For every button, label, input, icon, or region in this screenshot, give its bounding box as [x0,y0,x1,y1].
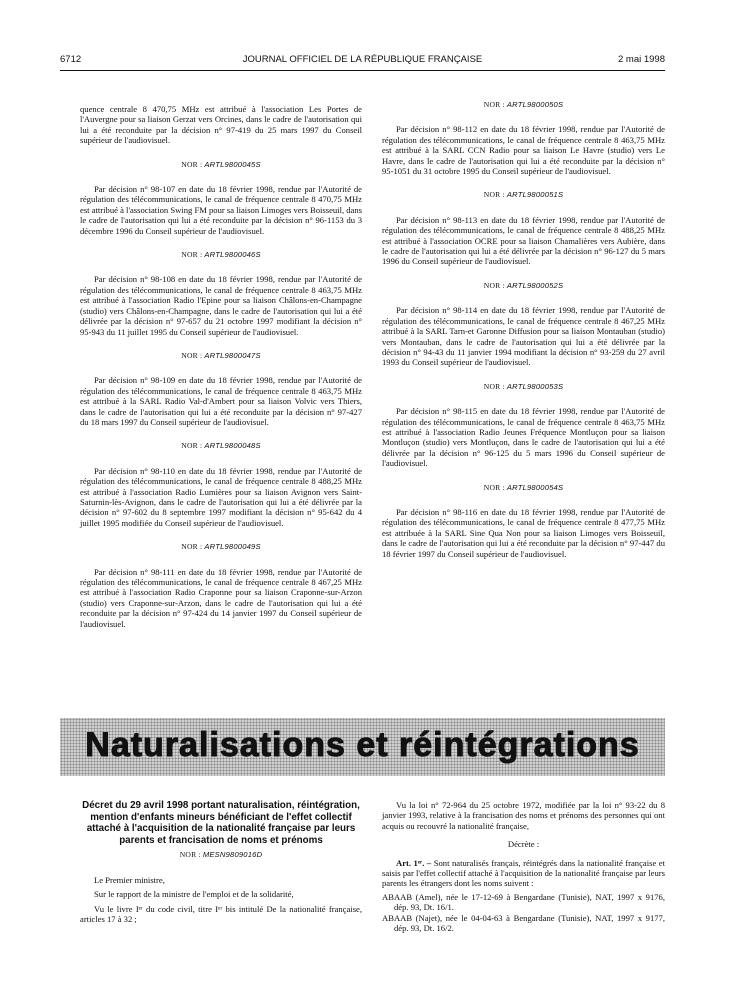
decision-paragraph: Par décision n° 98-110 en date du 18 février 1998, rendue par l'Autorité de régulation des télécommunications, le canal de fréquence centrale 8 488,25 MHz est attribué à l'association Radio Lumières pour sa liaison Avignon vers Saint-Saturnin-lès-Avignon, dans le cadre de l'autorisation qui lui a été délivrée par la décision n° 97-602 du 8 septembre 1997 modifiant la décision n° 95-642 du 4 juillet 1995 modifiée du Conseil supérieur de l'audiovisuel. [80,465,362,528]
right-column [382,90,665,559]
decision-paragraph: Par décision n° 98-109 en date du 18 février 1998, rendue par l'Autorité de régulation des télécommunications, le canal de fréquence centrale 8 463,75 MHz est attribué à la SARL Radio Val-d'Ambert pour sa liaison Volvic vers Thiers, dans le cadre de l'autorisation qui lui a été reconduite par la décision n° 97-427 du 18 mars 1997 du Conseil supérieur de l'audiovisuel. [80,375,362,427]
page-number: 6712 [60,54,82,65]
section-banner [60,718,665,776]
nor-label: NOR : [483,482,505,492]
list-item: ABAAB (Amel), née le 17-12-69 à Bengardane (Tunisie), NAT, 1997 x 9176, dép. 93, Dt. 16/1. [382,891,665,913]
nor-code: ARTL9800050S [506,100,564,109]
nor-code: ARTL9800046S [204,250,261,260]
page-header [60,54,665,70]
article-paragraph [382,858,665,889]
nor-code: ARTL9800054S [506,482,564,492]
decision-paragraph: Par décision n° 98-111 en date du 18 février 1998, rendue par l'Autorité de régulation des télécommunications, le canal de fréquence centrale 8 467,25 MHz est attribué à l'association Radio Craponne pour sa liaison Craponne-sur-Arzon (studio) vers Craponne-sur-Arzon, dans le cadre de l'autorisation qui lui a été reconduite par la décision n° 97-424 du 14 janvier 1997 du Conseil supérieur de l'audiovisuel. [80,566,362,629]
nor-label: NOR : [181,441,203,451]
nor-label: NOR : [181,250,203,260]
nor-reference [382,483,665,493]
decree-right-column [382,800,665,933]
decision-paragraph: Par décision n° 98-107 en date du 18 février 1998, rendue par l'Autorité de régulation des télécommunications, le canal de fréquence centrale 8 470,75 MHz est attribué à l'association Swing FM pour sa liaison Limoges vers Boisseuil, dans le cadre de l'autorisation qui lui a été reconduite par la décision n° 96-1153 du 3 décembre 1996 du Conseil supérieur de l'audiovisuel. [80,184,363,236]
left-column [80,104,362,629]
header-rule [60,70,665,71]
nor-label: NOR : [483,381,505,391]
nor-label: NOR : [483,100,505,109]
nor-code: MESN9809016D [202,850,263,860]
article-label: Art. 1ᵉʳ. – [396,857,432,868]
decision-paragraph: Par décision n° 98-113 en date du 18 février 1998, rendue par l'Autorité de régulation des télécommunications, le canal de fréquence centrale 8 488,25 MHz est attribué à l'association OCRE pour sa liaison Chamalières vers Aubière, dans le cadre de l'autorisation qui lui a été délivrée par la décision n° 96-127 du 5 mars 1996 du Conseil supérieur de l'audiovisuel. [382,214,665,267]
nor-reference [80,542,362,552]
journal-title: JOURNAL OFFICIEL DE LA RÉPUBLIQUE FRANÇAISE [242,54,483,65]
decision-paragraph: Par décision n° 98-115 en date du 18 février 1998, rendue par l'Autorité de régulation des télécommunications, le canal de fréquence centrale 8 463,75 MHz est attribué à l'association Radio Jeunes Fréquence Montluçon pour sa liaison Montluçon (studio) vers Montluçon, dans le cadre de l'autorisation qui lui a été délivrée par la décision n° 96-125 du 5 mars 1996 du Conseil supérieur de l'audiovisuel. [382,406,665,469]
nor-code: ARTL9800048S [204,441,261,451]
nor-reference [382,100,665,110]
nor-label: NOR : [483,280,505,290]
nor-reference [382,190,665,200]
nor-label: NOR : [181,542,203,552]
list-item: ABAAB (Najet), née le 04-04-63 à Bengardane (Tunisie), NAT, 1997 x 9177, dép. 93, Dt. 16/2. [382,912,665,934]
nor-reference [80,351,362,361]
nor-reference [80,160,362,170]
nor-reference [80,250,362,260]
decrete-line: Décrète : [507,839,540,850]
intro-paragraph: quence centrale 8 470,75 MHz est attribué à l'association Les Portes de l'Auvergne pour sa liaison Gerzat vers Orcines, dans le cadre de l'autorisation qui lui a été reconduite par la décision n° 97-419 du 25 mars 1997 du Conseil supérieur de l'audiovisuel. [80,104,362,146]
nor-code: ARTL9800049S [204,542,261,552]
nor-code: ARTL9800053S [506,381,564,391]
decision-paragraph: Par décision n° 98-112 en date du 18 février 1998, rendue par l'Autorité de régulation des télécommunications, le canal de fréquence centrale 8 463,75 MHz est attribué à la SARL CCN Radio pour sa liaison Le Havre (studio) vers Le Havre, dans le cadre de l'autorisation qui lui a été reconduite par la décision n° 95-1051 du 31 octobre 1995 du Conseil supérieur de l'audiovisuel. [382,124,665,177]
nor-code: ARTL9800052S [506,280,564,290]
nor-code: ARTL9800051S [506,190,564,200]
nor-reference [80,850,362,860]
decree-left-column [80,800,362,924]
article-text: Sont naturalisés français, réintégrés dans la nationalité française et saisis par l'effet collectif attaché à l'acquisition de la nationalité française par leurs parents les étrangers dont les noms suivent : [382,857,665,889]
decision-paragraph: Par décision n° 98-114 en date du 18 février 1998, rendue par l'Autorité de régulation des télécommunications, le canal de fréquence centrale 8 467,25 MHz attribué à la SARL Tarn-et Garonne Diffusion pour sa liaison Montauban (studio) vers Montauban, dans le cadre de l'autorisation qui lui a été délivrée par la décision n° 94-43 du 11 janvier 1994 modifiant la décision n° 93-259 du 27 avril 1993 du Conseil supérieur de l'audiovisuel. [382,305,665,368]
decree-title: Décret du 29 avril 1998 portant naturalisation, réintégration, mention d'enfants mineurs bénéficiant de l'effet collectif attaché à l'acquisition de la nationalité française par leurs parents et francisation de noms et prénoms [82,800,360,846]
nor-label: NOR : [483,190,505,200]
nor-label: NOR : [179,850,201,860]
decision-paragraph: Par décision n° 98-108 en date du 18 février 1998, rendue par l'Autorité de régulation des télécommunications, le canal de fréquence centrale 8 463,75 MHz est attribué à l'association Radio l'Epine pour sa liaison Châlons-en-Champagne (studio) vers Châlons-en-Champagne, dans le cadre de l'autorisation qui lui a été délivrée par la décision n° 97-657 du 21 octobre 1997 modifiant la décision n° 95-943 du 11 juillet 1995 du Conseil supérieur de l'audiovisuel. [80,274,362,337]
vu-loi-paragraph: Vu la loi n° 72-964 du 25 octobre 1972, modifiée par la loi n° 93-22 du 8 janvier 1993, relative à la francisation des noms et prénoms des personnes qui ont acquis ou recouvré la nationalité française, [382,800,665,831]
decree-line: Sur le rapport de la ministre de l'emploi et de la solidarité, [94,889,294,900]
nor-code: ARTL9800045S [204,159,261,169]
nor-label: NOR : [181,159,203,169]
nor-reference [382,382,665,392]
decree-line: Le Premier ministre, [94,874,165,885]
issue-date: 2 mai 1998 [617,54,665,65]
nor-code: ARTL9800047S [204,350,261,360]
name-list [382,892,665,934]
nor-reference [80,441,362,451]
nor-reference [382,281,665,291]
nor-label: NOR : [181,350,203,360]
decision-paragraph: Par décision n° 98-116 en date du 18 février 1998, rendue par l'Autorité de régulation des télécommunications, le canal de fréquence centrale 8 477,75 MHz est attribuée à la SARL Sine Qua Non pour sa liaison Limoges vers Boisseuil, dans le cadre de l'autorisation qui lui a été reconduite par la décision n° 97-447 du 18 février 1997 du Conseil supérieur de l'audiovisuel. [382,506,665,559]
decree-line: Vu le livre Iᵉʳ du code civil, titre Iᵉʳ bis intitulé De la nationalité française, articles 17 à 32 ; [80,903,362,924]
section-banner-title: Naturalisations et réintégrations [85,726,640,764]
